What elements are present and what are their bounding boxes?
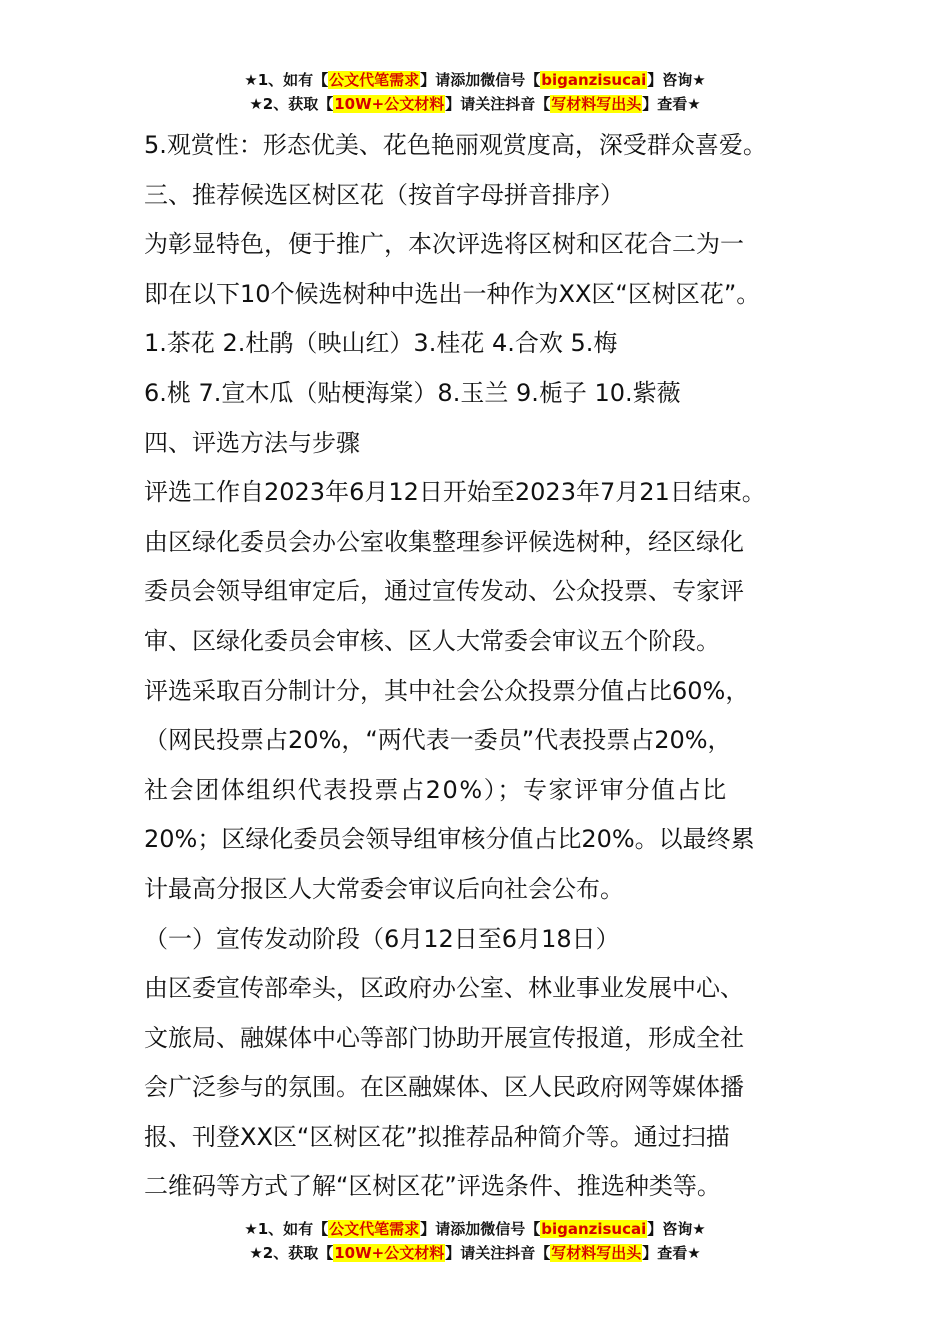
footer-line2-middle: 】请关注抖音【 (445, 1244, 551, 1262)
footer-line2-suffix: 】查看★ (642, 1244, 701, 1262)
paragraph-line: 由区委宣传部牵头，区政府办公室、林业事业发展中心、 (144, 974, 744, 1003)
document-body (144, 121, 816, 1212)
paragraph-line: 报、刊登XX区“区树区花”拟推荐品种简介等。通过扫描 (144, 1122, 730, 1151)
header-line1-highlight-service: 公文代笔需求 (329, 71, 420, 89)
paragraph-line: 社会团体组织代表投票占20%）；专家评审分值占比 (144, 775, 728, 804)
paragraph-line: 为彰显特色，便于推广，本次评选将区树和区花合二为一 (144, 230, 744, 259)
footer-line2-highlight-materials: 10W+公文材料 (334, 1244, 445, 1262)
header-promo-line-2 (0, 92, 950, 116)
footer-line2-highlight-douyin: 写材料写出头 (551, 1244, 642, 1262)
footer-line1-prefix: ★1、如有【 (244, 1220, 329, 1238)
header-line1-middle: 】请添加微信号【 (420, 71, 541, 89)
paragraph-line: 由区绿化委员会办公室收集整理参评候选树种，经区绿化 (144, 527, 744, 556)
paragraph-line: 二维码等方式了解“区树区花”评选条件、推选种类等。 (144, 1172, 721, 1201)
header-promo-banner (0, 68, 950, 116)
header-line2-highlight-douyin: 写材料写出头 (551, 95, 642, 113)
paragraph-line: 评选工作自2023年6月12日开始至2023年7月21日结束。 (144, 478, 766, 507)
paragraph-line: 文旅局、融媒体中心等部门协助开展宣传报道，形成全社 (144, 1023, 744, 1052)
paragraph-line: 计最高分报区人大常委会审议后向社会公布。 (144, 874, 624, 903)
header-line2-middle: 】请关注抖音【 (445, 95, 551, 113)
footer-promo-line-1 (0, 1217, 950, 1241)
header-line1-prefix: ★1、如有【 (244, 71, 329, 89)
header-line2-highlight-materials: 10W+公文材料 (334, 95, 445, 113)
footer-line1-suffix: 】咨询★ (647, 1220, 706, 1238)
header-line1-highlight-wechat: biganzisucai (541, 71, 647, 89)
paragraph-line: 评选采取百分制计分，其中社会公众投票分值占比60%， (144, 676, 750, 705)
footer-promo-banner (0, 1217, 950, 1265)
footer-line1-highlight-wechat: biganzisucai (541, 1220, 647, 1238)
candidate-list-line: 1.茶花 2.杜鹃（映山红）3.桂花 4.合欢 5.梅 (144, 329, 618, 358)
footer-promo-line-2 (0, 1241, 950, 1265)
candidate-list-line: 6.桃 7.宣木瓜（贴梗海棠）8.玉兰 9.栀子 10.紫薇 (144, 378, 681, 407)
paragraph-line: 会广泛参与的氛围。在区融媒体、区人民政府网等媒体播 (144, 1073, 744, 1102)
paragraph-line: 委员会领导组审定后，通过宣传发动、公众投票、专家评 (144, 577, 744, 606)
footer-line2-prefix: ★2、获取【 (249, 1244, 334, 1262)
paragraph-line: （网民投票占20%，“两代表一委员”代表投票占20%， (144, 726, 732, 755)
subsection-heading-publicity: （一）宣传发动阶段（6月12日至6月18日） (144, 924, 620, 953)
footer-line1-highlight-service: 公文代笔需求 (329, 1220, 420, 1238)
paragraph-line: 20%；区绿化委员会领导组审核分值占比20%。以最终累 (144, 825, 755, 854)
header-line2-suffix: 】查看★ (642, 95, 701, 113)
paragraph-line: 即在以下10个候选树种中选出一种作为XX区“区树区花”。 (144, 279, 761, 308)
section-heading-candidates: 三、推荐候选区树区花（按首字母拼音排序） (144, 180, 624, 209)
section-heading-methods: 四、评选方法与步骤 (144, 428, 360, 457)
criterion-ornamental: 5.观赏性：形态优美、花色艳丽观赏度高，深受群众喜爱。 (144, 131, 767, 159)
header-promo-line-1 (0, 68, 950, 92)
paragraph-line: 审、区绿化委员会审核、区人大常委会审议五个阶段。 (144, 626, 720, 655)
header-line1-suffix: 】咨询★ (647, 71, 706, 89)
footer-line1-middle: 】请添加微信号【 (420, 1220, 541, 1238)
header-line2-prefix: ★2、获取【 (249, 95, 334, 113)
